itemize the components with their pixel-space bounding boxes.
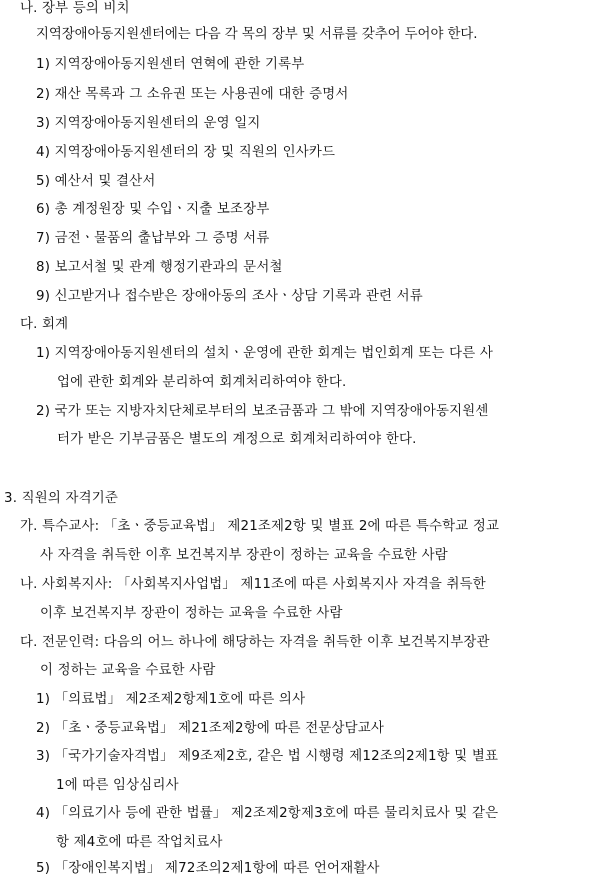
list-item: 3) 「국가기술자격법」 제9조제2호, 같은 법 시행령 제12조의2제1항 및 별표 (36, 749, 499, 764)
list-item: 3) 지역장애아동지원센터의 운영 일지 (36, 116, 261, 131)
list-item: 8) 보고서철 및 관계 행정기관과의 문서철 (36, 260, 283, 275)
list-item: 2) 「초ㆍ중등교육법」 제21조제2항에 따른 전문상담교사 (36, 721, 385, 736)
list-item: 5) 예산서 및 결산서 (36, 174, 156, 189)
list-item: 1) 지역장애아동지원센터 연혁에 관한 기록부 (36, 57, 305, 72)
list-item: 1에 따른 임상심리사 (56, 778, 179, 793)
section3-heading: 3. 직원의 자격기준 (4, 491, 119, 506)
paragraph-line: 터가 받은 기부금품은 별도의 계정으로 회계처리하여야 한다. (57, 432, 417, 447)
list-item: 5) 「장애인복지법」 제72조의2제1항에 따른 언어재활사 (36, 861, 380, 876)
paragraph-line: 나. 사회복지사: 「사회복지사업법」 제11조에 따른 사회복지사 자격을 취득한 (20, 577, 486, 592)
list-item: 9) 신고받거나 접수받은 장애아동의 조사ㆍ상담 기록과 관련 서류 (36, 289, 423, 304)
paragraph-line: 이후 보건복지부 장관이 정하는 교육을 수료한 사람 (40, 606, 343, 621)
paragraph-line: 사 자격을 취득한 이후 보건복지부 장관이 정하는 교육을 수료한 사람 (40, 548, 448, 563)
paragraph-line: 1) 지역장애아동지원센터의 설치ㆍ운영에 관한 회계는 법인회계 또는 다른 사 (36, 346, 493, 361)
list-item: 항 제4호에 따른 작업치료사 (56, 835, 223, 850)
section-na-intro: 지역장애아동지원센터에는 다음 각 목의 장부 및 서류를 갖추어 두어야 한다. (36, 27, 478, 42)
list-item: 6) 총 계정원장 및 수입ㆍ지출 보조장부 (36, 202, 270, 217)
list-item: 2) 재산 목록과 그 소유권 또는 사용권에 대한 증명서 (36, 87, 349, 102)
paragraph-line: 가. 특수교사: 「초ㆍ중등교육법」 제21조제2항 및 별표 2에 따른 특수학교 정교 (20, 519, 500, 534)
list-item: 1) 「의료법」 제2조제2항제1호에 따른 의사 (36, 692, 306, 707)
paragraph-line: 다. 전문인력: 다음의 어느 하나에 해당하는 자격을 취득한 이후 보건복지부장관 (20, 635, 490, 650)
section-da-heading: 다. 회계 (20, 317, 69, 332)
paragraph-line: 이 정하는 교육을 수료한 사람 (40, 663, 216, 678)
list-item: 4) 지역장애아동지원센터의 장 및 직원의 인사카드 (36, 145, 336, 160)
list-item: 7) 금전ㆍ물품의 출납부와 그 증명 서류 (36, 231, 270, 246)
paragraph-line: 업에 관한 회계와 분리하여 회계처리하여야 한다. (57, 375, 347, 390)
section-na-heading: 나. 장부 등의 비치 (20, 1, 130, 16)
list-item: 4) 「의료기사 등에 관한 법률」 제2조제2항제3호에 따른 물리치료사 및 같은 (36, 806, 499, 821)
paragraph-line: 2) 국가 또는 지방자치단체로부터의 보조금품과 그 밖에 지역장애아동지원센 (36, 404, 489, 419)
